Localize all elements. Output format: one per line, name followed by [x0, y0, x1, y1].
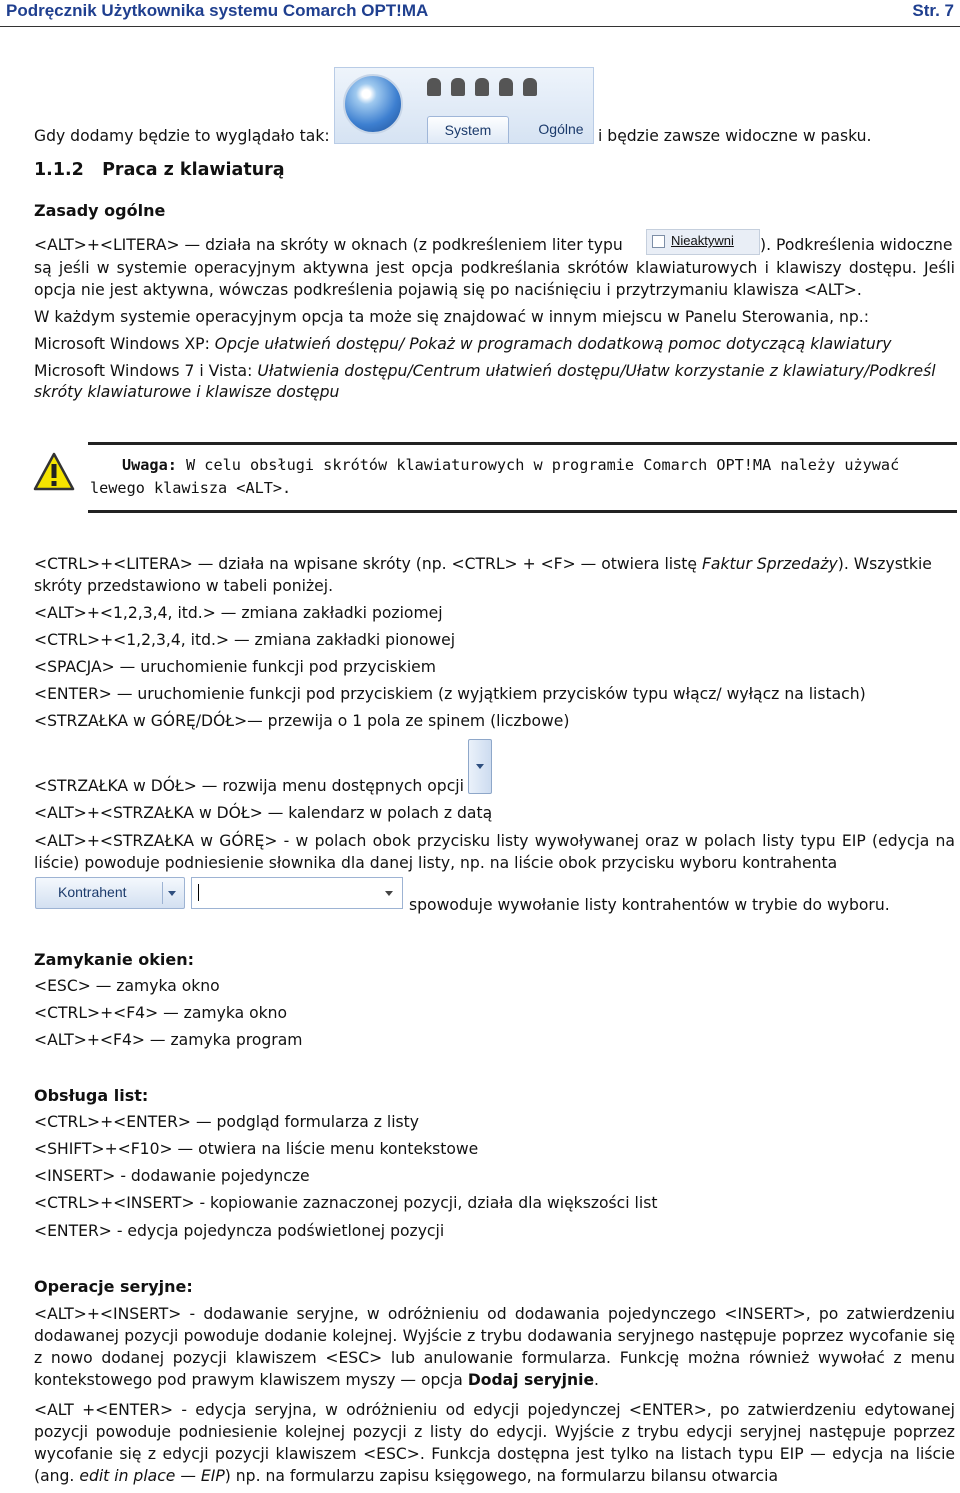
shortcut-item: <ALT>+<STRZAŁKA w DÓŁ> — kalendarz w polach z datą: [34, 804, 493, 822]
warning-text-2: lewego klawisza <ALT>.: [90, 479, 292, 497]
w7-path: Ułatwienia dostępu/Centrum ułatwień dostępu/Ułatw korzystanie z klawiatury/Podkreśl: [257, 362, 936, 380]
alt-line-1-end: ). Podkreślenia widoczne: [760, 236, 953, 254]
checkbox-icon: [652, 235, 665, 248]
lists-item: <ENTER> - edycja pojedyncza podświetlonej pozycji: [34, 1222, 445, 1240]
shortcut-item: <STRZAŁKA w GÓRĘ/DÓŁ>— przewija o 1 pola ze spinem (liczbowe): [34, 712, 570, 730]
location-intro: W każdym systemie operacyjnym opcja ta może się znajdować w innym miejscu w Panelu Sterowania, np.:: [34, 308, 869, 326]
ribbon-screenshot: [334, 67, 594, 144]
section-heading: [34, 160, 285, 181]
serial-paragraph-2: [34, 1399, 955, 1487]
intro-before: Gdy dodamy będzie to wyglądało tak:: [34, 127, 330, 145]
ribbon-icons: [427, 78, 587, 102]
section-title: Praca z klawiaturą: [102, 160, 285, 180]
shortcut-item: <CTRL>+<1,2,3,4, itd.> — zmiana zakładki pionowej: [34, 631, 456, 649]
xp-label: Microsoft Windows XP:: [34, 335, 210, 353]
warning-text-1: W celu obsługi skrótów klawiaturowych w programie Comarch OPT!MA należy używać: [176, 456, 900, 474]
ctrl-line-a-text: <CTRL>+<LITERA> — działa na wpisane skróty (np. <CTRL> + <F> — otwiera listę: [34, 555, 697, 573]
app-orb-icon: [343, 74, 403, 134]
chevron-down-icon: [385, 891, 393, 896]
intro-after: i będzie zawsze widoczne w pasku.: [598, 127, 872, 145]
kontrahent-field: [191, 877, 403, 909]
section-number: 1.1.2: [34, 160, 84, 180]
general-heading: Zasady ogólne: [34, 201, 166, 220]
document-title: Podręcznik Użytkownika systemu Comarch OPT!MA: [6, 1, 429, 20]
sample-checkbox: [646, 229, 760, 255]
serial-p1-text: <ALT>+<INSERT> - dodawanie seryjne, w odróżnieniu od dodawania pojedynczego <INSERT>, po zatwierdzeniu dodawanej pozycji powoduje dodanie kolejnej. Wyjście z trybu dodawania seryjnego następuje poprzez wycofanie się z nowo dodanej pozycji klawiszem <ESC> lub anulowanie formularza. Funkcję można również wywołać z menu kontekstowego pod prawym klawiszem myszy — opcja: [34, 1305, 955, 1389]
serial-p2-end: ) np. na formularzu zapisu księgowego, na formularzu bilansu otwarcia: [224, 1467, 779, 1485]
warning-text: [88, 454, 957, 500]
chevron-down-icon: [168, 891, 176, 896]
closing-item: <CTRL>+<F4> — zamyka okno: [34, 1004, 288, 1022]
warning-box: [88, 442, 957, 513]
alt-rest: są jeśli w systemie operacyjnym aktywna jest opcja podkreślania skrótów klawiaturowych i klawiszy dostępu. Jeśli opcja nie jest aktywna, wówczas podkreślenia pojawią się po naciśnięciu i przytrzymaniu klawisza <ALT>.: [34, 259, 955, 299]
alt-line-1: <ALT>+<LITERA> — działa na skróty w oknach (z podkreśleniem liter typu: [34, 236, 623, 254]
shortcut-item: <ALT>+<1,2,3,4, itd.> — zmiana zakładki poziomej: [34, 604, 443, 622]
warning-icon: [33, 452, 75, 492]
shortcut-item: <ENTER> — uruchomienie funkcji pod przyciskiem (z wyjątkiem przycisków typu włącz/ wyłącz na listach): [34, 685, 866, 703]
lists-item: <CTRL>+<ENTER> — podgląd formularza z listy: [34, 1113, 419, 1131]
w7-line: [34, 361, 936, 382]
lists-item: <CTRL>+<INSERT> - kopiowanie zaznaczonej pozycji, działa dla większości list: [34, 1194, 658, 1212]
lists-item: <SHIFT>+<F10> — otwiera na liście menu kontekstowe: [34, 1140, 479, 1158]
lists-item: <INSERT> - dodawanie pojedyncze: [34, 1167, 310, 1185]
serial-heading: Operacje seryjne:: [34, 1277, 193, 1296]
warning-label: Uwaga:: [122, 456, 177, 474]
serial-p1-bold: Dodaj seryjnie: [467, 1371, 595, 1389]
tab-general: Ogólne: [538, 121, 584, 137]
ctrl-line-a: [34, 554, 932, 575]
serial-paragraph-1: <ALT>+<INSERT> - dodawanie seryjne, w odróżnieniu od dodawania pojedynczego <INSERT>, po zatwierdzeniu dodawanej pozycji powoduje dodanie kolejnej. Wyjście z trybu dodawania seryjnego następuje poprzez wycofanie się z nowo dodanej pozycji klawiszem <ESC> lub anulowanie formularza. Funkcję można również wywołać z menu kontekstowego pod prawym klawiszem myszy — opcja Dodaj seryjnie.: [34, 1305, 955, 1389]
tab-system: System: [427, 116, 509, 143]
kontrahent-button: [35, 877, 185, 909]
w7-path-cont: skróty klawiaturowe i klawisze dostępu: [34, 383, 340, 401]
page-number: Str. 7: [912, 1, 954, 20]
alt-up-text: <ALT>+<STRZAŁKA w GÓRĘ> - w polach obok przycisku listy wywoływanej oraz w polach listy typu EIP (edycja na liście) powoduje podniesienie słownika dla danej listy, np. na liście obok przycisku wyboru kontrahenta: [34, 832, 955, 872]
closing-item: <ESC> — zamyka okno: [34, 977, 220, 995]
xp-path: Opcje ułatwień dostępu/ Pokaż w programach dodatkową pomoc dotyczącą klawiatury: [214, 335, 892, 353]
spin-dropdown-button: [468, 739, 492, 794]
ctrl-line-a-italic: Faktur Sprzedaży: [701, 555, 838, 573]
sample-checkbox-label: Nieaktywni: [671, 233, 734, 248]
alt-up-after: spowoduje wywołanie listy kontrahentów w trybie do wyboru.: [409, 896, 890, 914]
page-header: [0, 0, 960, 27]
ctrl-line-b: skróty przedstawiono w tabeli poniżej.: [34, 577, 334, 595]
lists-heading: Obsługa list:: [34, 1086, 149, 1105]
kontrahent-button-label: Kontrahent: [58, 884, 127, 900]
shortcut-item: <SPACJA> — uruchomienie funkcji pod przyciskiem: [34, 658, 436, 676]
shortcut-item: <STRZAŁKA w DÓŁ> — rozwija menu dostępnych opcji: [34, 777, 464, 795]
xp-line: [34, 334, 891, 355]
ctrl-line-a-end: ). Wszystkie: [837, 555, 932, 573]
serial-p2-text: <ALT +<ENTER> - edycja seryjna, w odróżnieniu od edycji pojedynczej <ENTER>, po zatwierdzeniu edytowanej pozycji powoduje podniesienie kolejnej pozycji z listy do edycji. Wyjście z trybu edycji seryjnej następuje poprzez wycofanie się z edycji pozycji klawiszem <ESC>. Funkcja dostępna jest tylko na listach typu EIP — edycja na liście (ang.: [34, 1401, 955, 1485]
closing-item: <ALT>+<F4> — zamyka program: [34, 1031, 303, 1049]
closing-heading: Zamykanie okien:: [34, 950, 194, 969]
serial-p2-italic: edit in place — EIP: [79, 1467, 225, 1485]
w7-label: Microsoft Windows 7 i Vista:: [34, 362, 253, 380]
